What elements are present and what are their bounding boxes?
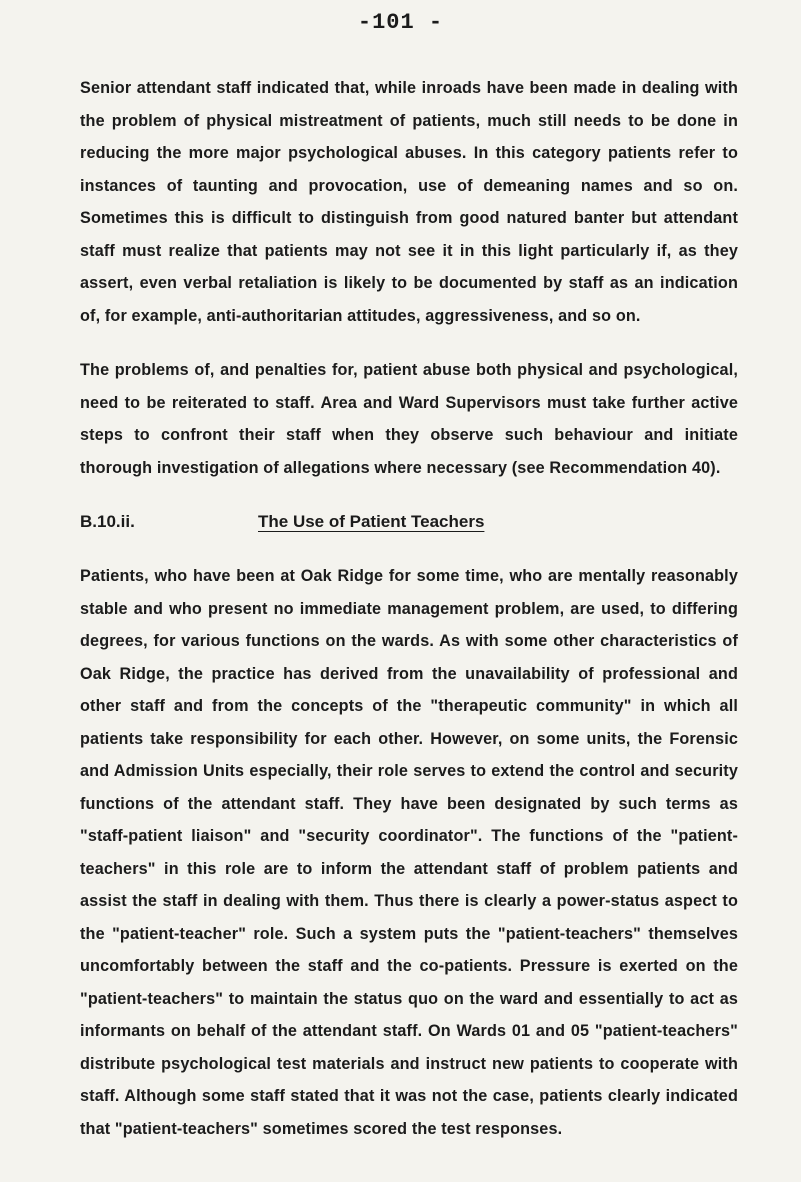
paragraph-patient-teachers: Patients, who have been at Oak Ridge for some time, who are mentally reasonably stable and who present no immediate management problem, are used, to differing degrees, for various functions on the wards. As with some other characteristics of Oak Ridge, the practice has derived from the unavailability of professional and other staff and from the concepts of the "therapeutic community" in which all patients take responsibility for each other. However, on some units, the Forensic and Admission Units especially, their role serves to extend the control and security functions of the attendant staff. They have been designated by such terms as "staff-patient liaison" and "security coordinator". The functions of the "patient-teachers" in this role are to inform the attendant staff of problem patients and assist the staff in dealing with them. Thus there is clearly a power-status aspect to the "patient-teacher" role. Such a system puts the "patient-teachers" themselves uncomfortably between the staff and the co-patients. Pressure is exerted on the "patient-teachers" to maintain the status quo on the ward and essentially to act as informants on behalf of the attendant staff. On Wards 01 and 05 "patient-teachers" distribute psychological test materials and instruct new patients to cooperate with staff. Although some staff stated that it was not the case, patients clearly indicated that "patient-teachers" sometimes scored the test responses. bbox=[80, 567, 738, 1138]
paragraph-psychological-abuse: Senior attendant staff indicated that, while inroads have been made in dealing with the problem of physical mistreatment of patients, much still needs to be done in reducing the more major psychological abuses. In this category patients refer to instances of taunting and provocation, use of demeaning names and so on. Sometimes this is difficult to distinguish from good natured banter but attendant staff must realize that patients may not see it in this light particularly if, as they assert, even verbal retaliation is likely to be documented by staff as an indication of, for example, anti-authoritarian attitudes, aggressiveness, and so on. bbox=[80, 79, 738, 325]
document-body bbox=[80, 72, 738, 1167]
page-number: -101 - bbox=[357, 10, 444, 35]
paragraph-abuse-penalties: The problems of, and penalties for, patient abuse both physical and psychological, need to be reiterated to staff. Area and Ward Supervisors must take further active steps to confront their staff when they observe such behaviour and initiate thorough investigation of allegations where necessary (see Recommendation 40). bbox=[80, 361, 738, 477]
section-title: The Use of Patient Teachers bbox=[258, 512, 485, 531]
section-heading bbox=[80, 506, 738, 538]
section-number: B.10.ii. bbox=[80, 512, 135, 531]
